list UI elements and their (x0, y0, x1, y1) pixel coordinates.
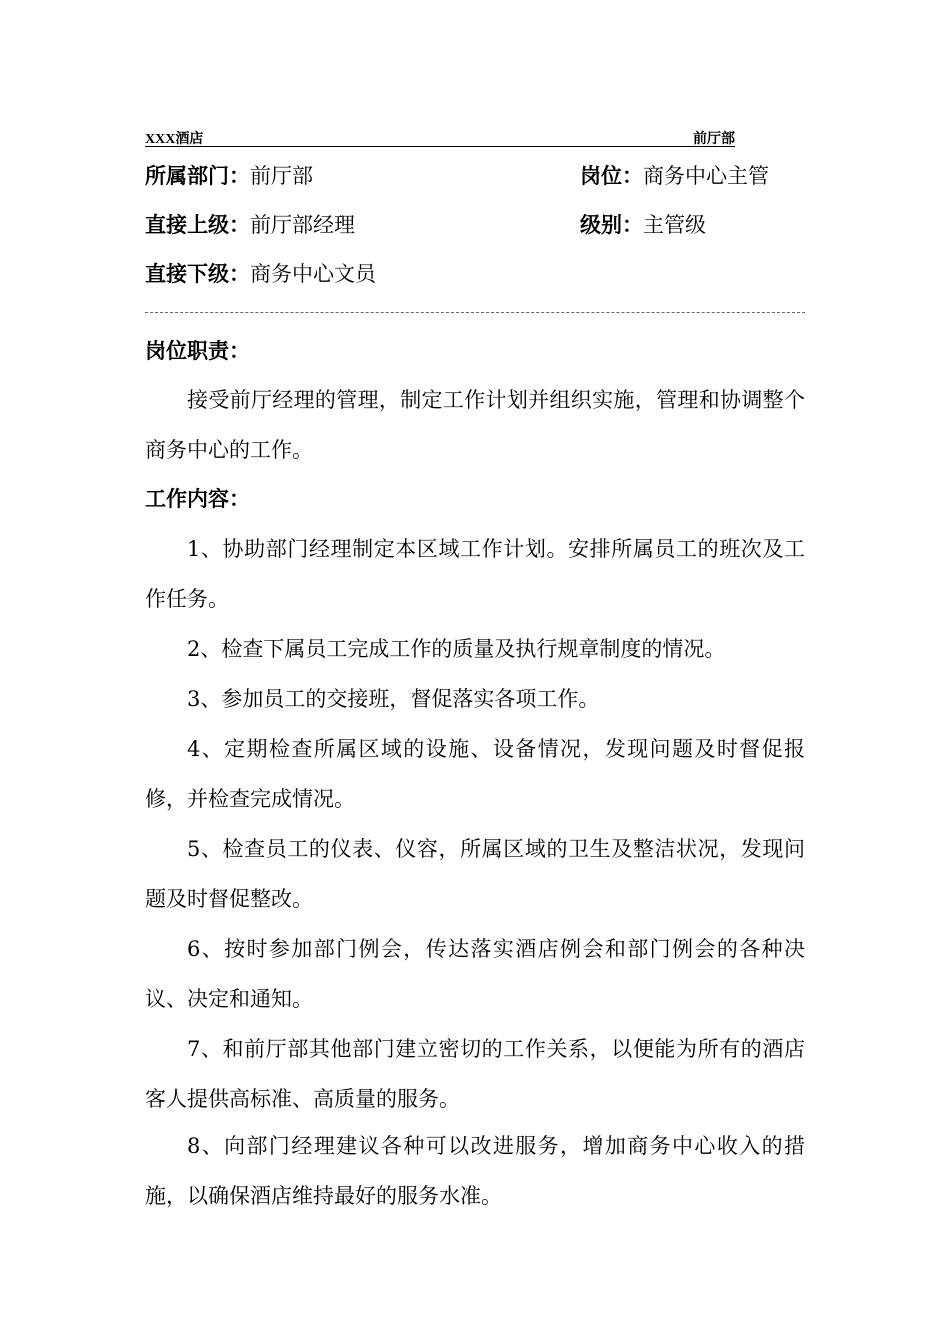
work-item-2: 2、检查下属员工完成工作的质量及执行规章制度的情况。 (187, 637, 726, 661)
work-title: 工作内容： (145, 486, 250, 511)
work-item-4: 4、定期检查所属区域的设施、设备情况，发现问题及时督促报修，并检查完成情况。 (145, 737, 805, 811)
info-row-subordinate (145, 258, 805, 290)
work-item-1: 1、协助部门经理制定本区域工作计划。安排所属员工的班次及工作任务。 (145, 537, 805, 611)
work-item-5: 5、检查员工的仪表、仪容，所属区域的卫生及整洁状况，发现问题及时督促整改。 (145, 837, 805, 911)
dept-label: 所属部门： (145, 163, 250, 188)
info-row-department (145, 160, 805, 192)
work-item-8: 8、向部门经理建议各种可以改进服务，增加商务中心收入的措施，以确保酒店维持最好的服务水准。 (145, 1134, 805, 1208)
position-label: 岗位： (580, 163, 643, 188)
subordinate-label: 直接下级： (145, 261, 250, 286)
superior-value: 前厅部经理 (250, 213, 355, 237)
work-item-7: 7、和前厅部其他部门建立密切的工作关系，以便能为所有的酒店客人提供高标准、高质量的服务。 (145, 1037, 805, 1111)
duties-title: 岗位职责： (145, 338, 250, 363)
work-item-3: 3、参加员工的交接班，督促落实各项工作。 (187, 687, 600, 711)
level-value: 主管级 (643, 213, 706, 237)
header-department: 前厅部 (693, 132, 735, 147)
hotel-name: XXX酒店 (145, 132, 204, 147)
info-row-superior (145, 209, 805, 241)
subordinate-value: 商务中心文员 (250, 262, 376, 286)
superior-label: 直接上级： (145, 212, 250, 237)
position-value: 商务中心主管 (643, 164, 769, 188)
duties-text: 接受前厅经理的管理，制定工作计划并组织实施，管理和协调整个商务中心的工作。 (145, 388, 805, 462)
dept-value: 前厅部 (250, 164, 313, 188)
work-item-6: 6、按时参加部门例会，传达落实酒店例会和部门例会的各种决议、决定和通知。 (145, 937, 805, 1011)
page-header (145, 128, 735, 147)
dashed-divider (145, 312, 805, 313)
level-label: 级别： (580, 212, 643, 237)
